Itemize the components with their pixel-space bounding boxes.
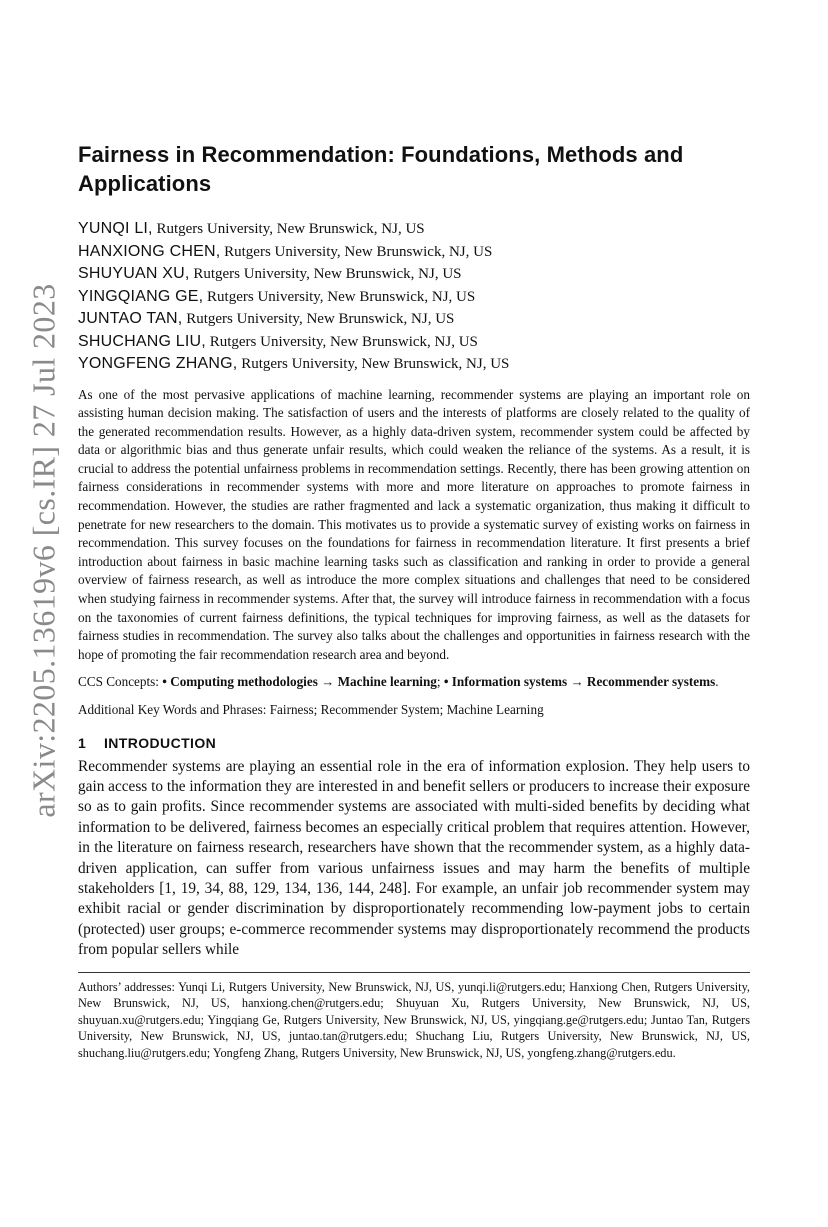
author-affiliation: Rutgers University, New Brunswick, NJ, US xyxy=(220,243,493,260)
additional-keywords: Additional Key Words and Phrases: Fairness; Recommender System; Machine Learning xyxy=(78,702,544,717)
author-name: SHUCHANG LIU, xyxy=(78,332,206,350)
ccs-end: . xyxy=(715,674,719,690)
author-affiliation: Rutgers University, New Brunswick, NJ, US xyxy=(182,311,455,327)
footnote-divider xyxy=(78,972,750,973)
arxiv-identifier: arXiv:2205.13619v6 [cs.IR] 27 Jul 2023 xyxy=(25,282,62,818)
introduction-paragraph: Recommender systems are playing an essential role in the era of information explosion. They help users to gain access to the information they are interested in and benefit sellers or producers to increase their exposure so as to gain profits. Since recommender systems are associated with multi-sided benefits by deciding what information to be delivered, fairness becomes an especially critical problem that requires attention. However, in the literature on fairness research, researchers have shown that the recommender system, as a highly data-driven application, can suffer from various unfairness issues and may harm the benefits of multiple stakeholders [1, 19, 34, 88, 129, 134, 136, 144, 248]. For example, an unfair job recommender system may exhibit racial or gender discrimination by disproportionately recommending low-payment jobs to certain (protected) user groups; e-commerce recommender systems may disproportionately recommend the products from popular sellers while xyxy=(78,757,750,959)
section-heading xyxy=(78,734,750,752)
paper-first-page xyxy=(78,140,750,1062)
ccs-label: CCS Concepts: xyxy=(78,674,163,690)
section-number: 1 xyxy=(78,734,87,751)
ccs-bullet: • xyxy=(162,674,171,690)
author-entry xyxy=(78,218,750,241)
author-name: YINGQIANG GE, xyxy=(78,287,204,305)
section-title: INTRODUCTION xyxy=(104,734,217,751)
ccs-concept: Information systems → Recommender systems xyxy=(451,674,716,690)
author-list xyxy=(78,218,750,376)
author-affiliation: Rutgers University, New Brunswick, NJ, US xyxy=(152,221,425,237)
arxiv-sidebar-stamp xyxy=(24,270,64,830)
ccs-separator: ; xyxy=(436,674,444,690)
author-entry xyxy=(78,331,750,354)
author-name: SHUYUAN XU, xyxy=(78,265,190,282)
paper-title: Fairness in Recommendation: Foundations, Methods and Applications xyxy=(78,142,684,196)
author-affiliation: Rutgers University, New Brunswick, NJ, US xyxy=(205,333,478,350)
abstract: As one of the most pervasive applications of machine learning, recommender systems are playing an important role on assisting human decision making. The satisfaction of users and the interests of platforms are closely related to the quality of the generated recommendation results. However, as a highly data-driven system, recommender system could be affected by data or algorithmic bias and thus generate unfair results, which could weaken the reliance of the systems. As a result, it is crucial to address the potential unfairness problems in recommendation settings. Recently, there has been growing attention on fairness considerations in recommender systems with more and more literature on approaches to promote fairness in recommendation. However, the studies are rather fragmented and lack a systematic organization, thus making it difficult to penetrate for new researchers to the domain. This motivates us to provide a systematic survey of existing works on fairness in recommendation. This survey focuses on the foundations for fairness in recommendation literature. It first presents a brief introduction about fairness in basic machine learning tasks such as classification and ranking in order to provide a general overview of fairness research, as well as introduce the more complex situations and challenges that need to be considered when studying fairness in recommender systems. After that, the survey will introduce fairness in recommendation with a focus on the taxonomies of current fairness definitions, the typical techniques for improving fairness, as well as the datasets for fairness studies in recommendation. The survey also talks about the challenges and opportunities in fairness research with the hope of promoting the fair recommendation research area and beyond. xyxy=(78,386,750,662)
ccs-bullet: • xyxy=(443,674,452,690)
author-affiliation: Rutgers University, New Brunswick, NJ, US xyxy=(189,266,462,282)
author-entry xyxy=(78,241,750,264)
ccs-concepts xyxy=(78,673,750,692)
author-name: YONGFENG ZHANG, xyxy=(78,355,238,372)
author-name: HANXIONG CHEN, xyxy=(78,242,221,260)
author-entry xyxy=(78,353,750,376)
author-name: JUNTAO TAN, xyxy=(78,310,183,327)
author-affiliation: Rutgers University, New Brunswick, NJ, US xyxy=(237,356,510,372)
author-affiliation: Rutgers University, New Brunswick, NJ, US xyxy=(203,288,476,305)
ccs-concept: Computing methodologies → Machine learning xyxy=(170,674,437,690)
author-entry xyxy=(78,263,750,286)
author-entry xyxy=(78,286,750,309)
author-name: YUNQI LI, xyxy=(78,220,153,237)
author-entry xyxy=(78,308,750,331)
authors-addresses-footnote: Authors’ addresses: Yunqi Li, Rutgers University, New Brunswick, NJ, US, yunqi.li@rutgers.edu; Hanxiong Chen, Rutgers University, New Brunswick, NJ, US, hanxiong.chen@rutgers.edu; Shuyuan Xu, Rutgers University, New Brunswick, NJ, US, shuyuan.xu@rutgers.edu; Yingqiang Ge, Rutgers University, New Brunswick, NJ, US, yingqiang.ge@rutgers.edu; Juntao Tan, Rutgers University, New Brunswick, NJ, US, juntao.tan@rutgers.edu; Shuchang Liu, Rutgers University, New Brunswick, NJ, US, shuchang.liu@rutgers.edu; Yongfeng Zhang, Rutgers University, New Brunswick, NJ, US, yongfeng.zhang@rutgers.edu. xyxy=(78,979,750,1061)
